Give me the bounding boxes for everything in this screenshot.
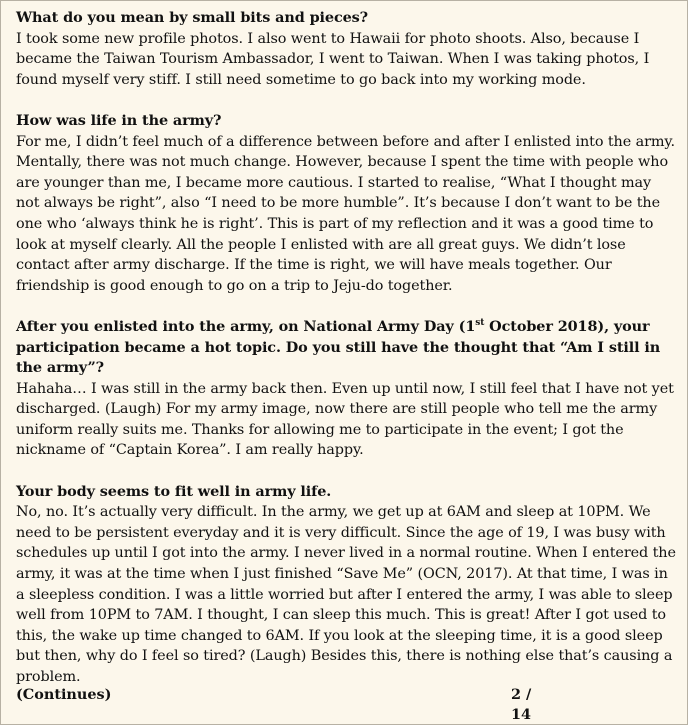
continues-label: (Continues) <box>16 686 112 703</box>
answer-paragraph: No, no. It’s actually very difficult. In the army, we get up at 6AM and sleep at 10PM. We need to be persistent everyday and it is very difficult. Since the age of 19, I was busy with schedules up until I got into the army. I never lived in a normal routine. When I entered the army, it was at the time when I just finished “Save Me” (OCN, 2017). At that time, I was in a sleepless condition. I was a little worried but after I entered the army, I was able to sleep well from 10PM to 7AM. I thought, I can sleep this much. This is great! After I got used to this, the wake up time changed to 6AM. If you look at the sleeping time, it is a good sleep but then, why do I feel so tired? (Laugh) Besides this, there is nothing else that’s causing a problem. <box>16 504 676 685</box>
question-heading: How was life in the army? <box>16 111 222 129</box>
qa-block-4 <box>16 482 676 688</box>
question-heading: Your body seems to fit well in army life. <box>16 482 332 500</box>
question-heading <box>16 317 676 379</box>
question-text-pre: After you enlisted into the army, on National Army Day (1 <box>16 317 476 335</box>
answer-paragraph: I took some new profile photos. I also went to Hawaii for photo shoots. Also, because I became the Taiwan Tourism Ambassador, I went to Taiwan. When I was taking photos, I found myself very stiff. I still need sometime to go back into my working mode. <box>16 30 650 88</box>
qa-block-1 <box>16 8 676 90</box>
ordinal-suffix: st <box>475 318 485 329</box>
answer-paragraph: Hahaha… I was still in the army back then. Even up until now, I still feel that I have not yet discharged. (Laugh) For my army image, now there are still people who tell me the army uniform really suits me. Thanks for allowing me to participate in the event; I got the nickname of “Captain Korea”. I am really happy. <box>16 380 674 459</box>
qa-block-2 <box>16 111 676 296</box>
qa-block-3 <box>16 317 676 461</box>
page-number: 2 / 14 <box>511 686 532 723</box>
article-body <box>16 8 676 688</box>
answer-paragraph: For me, I didn’t feel much of a difference between before and after I enlisted into the army. Mentally, there was not much change. However, because I spent the time with people who are younger than me, I became more cautious. I started to realise, “What I thought may not always be right”, also “I need to be more humble”. It’s because I don’t want to be the one who ‘always think he is right’. This is part of my reflection and it was a good time to look at myself clearly. All the people I enlisted with are all great guys. We didn’t lose contact after army discharge. If the time is right, we will have meals together. Our friendship is good enough to go on a trip to Jeju-do together. <box>16 133 676 294</box>
question-text-post: October 2018), your participation became a hot topic. Do you still have the thought that “Am I still in the army”? <box>16 317 661 377</box>
question-heading: What do you mean by small bits and pieces? <box>16 9 369 26</box>
